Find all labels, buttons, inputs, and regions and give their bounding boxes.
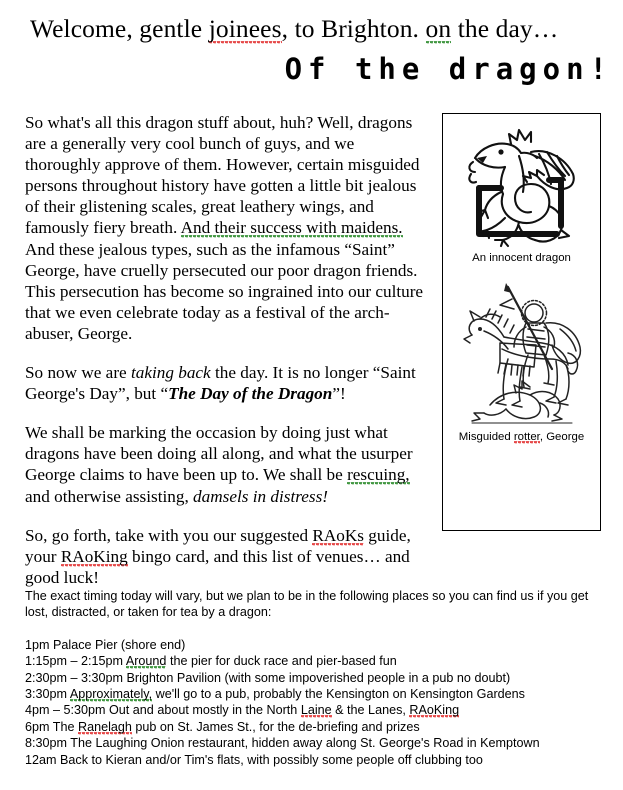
paragraph-1-grammar-flag: And their success with maidens. — [180, 218, 403, 238]
paragraph-marking-the-occasion — [25, 422, 429, 506]
paragraph-4-part-b: guide, your — [25, 525, 411, 566]
paragraph-4-part-a: So, go forth, take with you our suggested — [25, 525, 313, 545]
schedule-list — [25, 637, 605, 768]
schedule-item-3-text-b: we'll go to a pub, probably the Kensington on Kensington Gardens — [152, 687, 525, 702]
paragraph-1-part-a: So what's all this dragon stuff about, huh? Well, dragons are a generally very cool bunch of guys, and we thoroughly approve of them. However, certain misguided persons throughout history have gotten a little bit jealous of their glistening scales, great leathery wings, and famously fiery breath. — [25, 113, 420, 238]
paragraph-2-part-a: So now we are — [25, 363, 131, 383]
title-text-pre: Welcome, gentle — [30, 14, 209, 43]
paragraph-2-bold-italic-phrase: The Day of the Dragon — [168, 384, 333, 404]
caption-misspelled-word: rotter — [513, 431, 540, 443]
figure-saint-george — [443, 265, 600, 444]
dragon-line-drawing-icon — [461, 122, 583, 250]
schedule-item-2-text: 2:30pm – 3:30pm Brighton Pavilion (with some impoverished people in a pub no doubt) — [25, 670, 511, 685]
caption-text-pre: Misguided — [458, 431, 514, 443]
list-item — [25, 686, 605, 702]
list-item — [25, 752, 605, 768]
schedule-item-4-flagged-word-raoking: RAoKing — [409, 703, 460, 718]
figure-caption-innocent-dragon: An innocent dragon — [472, 252, 571, 264]
schedule-item-5-text-a: 6pm The — [25, 719, 78, 734]
list-item — [25, 719, 605, 735]
paragraph-1-part-b: And these jealous types, such as the infamous “Saint” George, have cruelly persecuted our poor dragon friends. This persecution has become so ingrained into our culture that we even celebrate today as a festival of the arch-abuser, George. — [25, 239, 424, 343]
paragraph-2-italic-phrase: taking back — [130, 363, 211, 383]
caption-text-post: , George — [539, 431, 585, 443]
body-text-column — [25, 112, 429, 588]
schedule-intro-text: The exact timing today will vary, but we plan to be in the following places so you can find us if you get lost, distracted, or taken for tea by a dragon: — [25, 589, 589, 620]
figure-innocent-dragon — [443, 114, 600, 265]
schedule-item-3-flagged-word: Approximately, — [69, 687, 153, 702]
paragraph-go-forth — [25, 525, 429, 588]
title-text-post: the day… — [451, 14, 559, 43]
schedule-item-1-text-b: the pier for duck race and pier-based fun — [166, 654, 397, 669]
paragraph-2-part-b: the day. It is no longer “Saint George's Day”, but “ — [25, 363, 416, 404]
list-item — [25, 653, 605, 669]
title-grammar-word: on — [425, 14, 452, 43]
schedule-item-4-flagged-word-laine: Laine — [300, 703, 332, 718]
schedule-item-6-text: 8:30pm The Laughing Onion restaurant, hidden away along St. George's Road in Kemptown — [25, 736, 540, 751]
schedule-item-1-text-a: 1:15pm – 2:15pm — [25, 654, 126, 669]
title-misspelled-word: joinees — [208, 14, 282, 43]
schedule-section — [25, 588, 605, 768]
list-item — [25, 735, 605, 751]
paragraph-3-grammar-flag: rescuing, — [347, 465, 410, 485]
schedule-item-5-flagged-word: Ranelagh — [77, 719, 132, 734]
paragraph-3-part-b: and otherwise assisting, — [25, 486, 194, 506]
paragraph-3-part-a: We shall be marking the occasion by doing just what dragons have been doing all along, and what the usurper George claims to have been up to. We shall be — [25, 423, 413, 485]
schedule-item-7-text: 12am Back to Kieran and/or Tim's flats, with possibly some people off clubbing too — [25, 752, 483, 767]
schedule-item-4-text-b: & the Lanes, — [331, 703, 410, 718]
schedule-item-3-text-a: 3:30pm — [25, 687, 70, 702]
page-title-line-1 — [30, 14, 610, 44]
paragraph-taking-back-the-day — [25, 362, 429, 404]
figure-caption-saint-george — [443, 430, 600, 444]
list-item — [25, 670, 605, 686]
schedule-item-4-text-a: 4pm – 5:30pm Out and about mostly in the North — [25, 703, 301, 718]
schedule-item-0-text: 1pm Palace Pier (shore end) — [25, 637, 186, 652]
title-text-mid: , to Brighton. — [281, 14, 426, 43]
schedule-item-5-text-b: pub on St. James St., for the de-briefing and prizes — [131, 719, 420, 734]
schedule-item-1-flagged-word: Around — [125, 654, 167, 669]
paragraph-dragons-intro — [25, 112, 429, 344]
paragraph-2-part-c: ”! — [332, 384, 346, 404]
paragraph-4-part-c: bingo card, and this list of venues… and good luck! — [25, 546, 410, 587]
paragraph-4-misspelled-raoking: RAoKing — [60, 546, 128, 566]
list-item — [25, 637, 605, 653]
saint-george-slaying-dragon-icon — [456, 277, 588, 429]
paragraph-3-italic-phrase: damsels in distress! — [193, 486, 329, 506]
figure-sidebar-box — [442, 113, 601, 531]
list-item — [25, 702, 605, 718]
paragraph-4-misspelled-raoks: RAoKs — [312, 525, 364, 545]
page-title-line-2: Of the dragon! — [284, 52, 613, 86]
